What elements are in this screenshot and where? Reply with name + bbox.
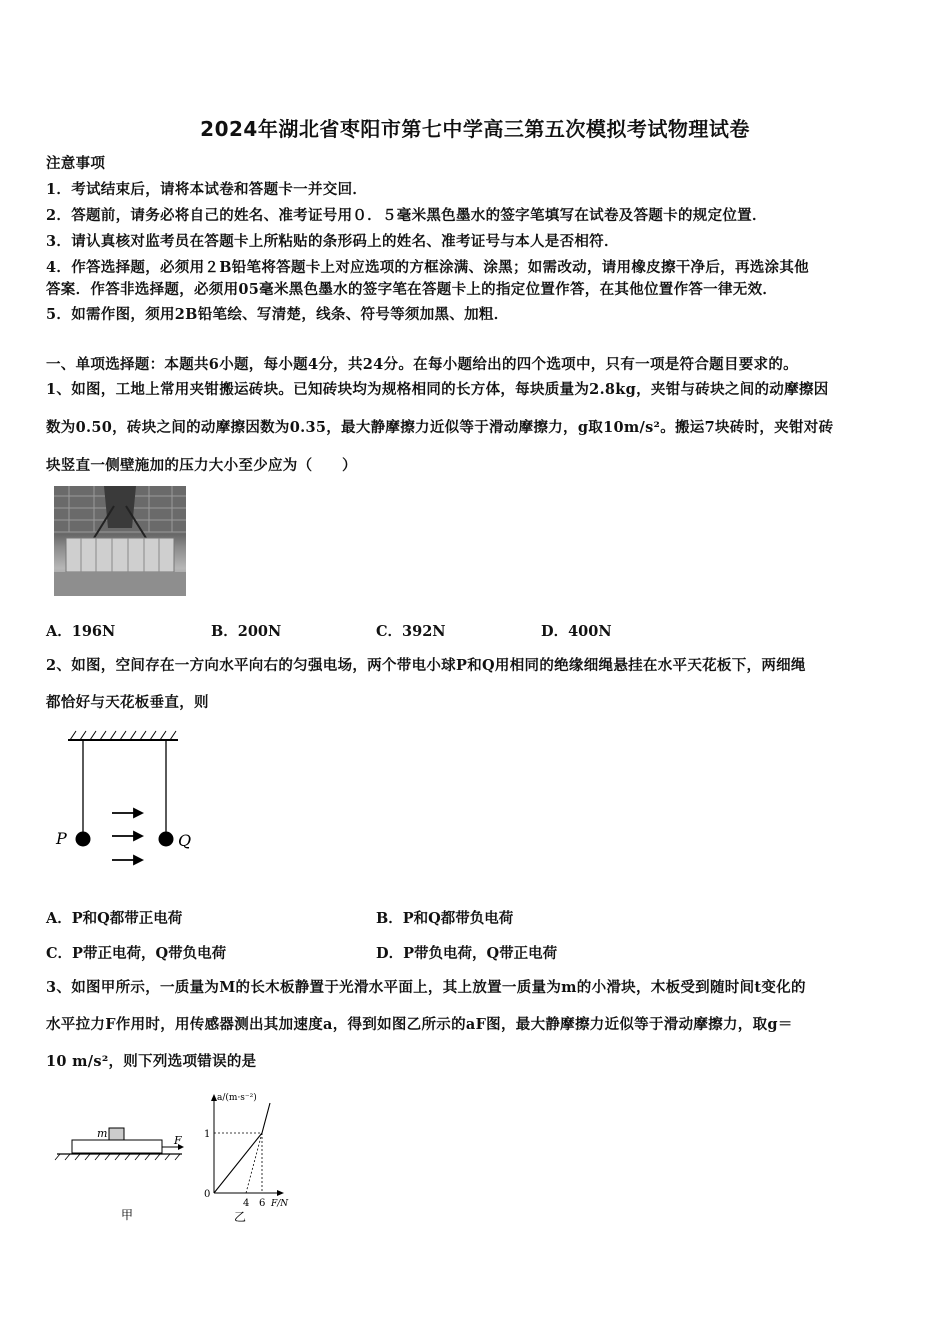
field-arrows	[112, 809, 142, 864]
notice-item: 5．如需作图，须用2B铅笔绘、写清楚，线条、符号等须加黑、加粗．	[46, 306, 509, 323]
q1-stem-line: 1、如图，工地上常用夹钳搬运砖块。已知砖块均为规格相同的长方体，每块质量为2.8kg，夹钳与砖块之间的动摩擦因	[46, 381, 829, 398]
q3-chart-af	[198, 1090, 298, 1230]
q1-option-c: C．392N	[376, 623, 446, 640]
ground-hatch	[55, 1154, 180, 1160]
page-title: 2024年湖北省枣阳市第七中学高三第五次模拟考试物理试卷	[200, 117, 750, 141]
label-q: Q	[178, 831, 192, 850]
brick-clamp-photo	[54, 486, 186, 596]
section-heading: 一、单项选择题：本题共6小题，每小题4分，共24分。在每小题给出的四个选项中，只有一项是符合题目要求的。	[46, 356, 798, 373]
series-line-segment-1	[214, 1133, 262, 1193]
q1-option-b: B．200N	[211, 623, 282, 640]
notice-item: 3．请认真核对监考员在答题卡上所粘贴的条形码上的姓名、准考证号与本人是否相符．	[46, 233, 619, 250]
label-p: P	[56, 829, 67, 848]
ball-q	[159, 832, 174, 847]
q2-option-d: D．P带负电荷，Q带正电荷	[376, 945, 558, 962]
notice-item: 2．答题前，请务必将自己的姓名、准考证号用０．５毫米黑色墨水的签字笔填写在试卷及答题卡的规定位置．	[46, 207, 767, 224]
notice-item: 1．考试结束后，请将本试卷和答题卡一并交回．	[46, 181, 368, 198]
long-board	[72, 1140, 162, 1153]
q3-stem-line: 3、如图甲所示，一质量为M的长木板静置于光滑水平面上，其上放置一质量为m的小滑块，木板受到随时间t变化的	[46, 979, 806, 996]
series-line-segment-2	[262, 1103, 270, 1133]
origin-label: 0	[204, 1189, 211, 1200]
q3-figure-jia	[52, 1118, 202, 1228]
y-axis-label: a/(m·s⁻²)	[217, 1093, 257, 1103]
x-axis-label: F/N	[271, 1199, 289, 1209]
caption-yi: 乙	[234, 1210, 247, 1224]
q1-stem-line: 块竖直一侧壁施加的压力大小至少应为（ ）	[46, 457, 357, 474]
q2-stem-line: 2、如图，空间存在一方向水平向右的匀强电场，两个带电小球P和Q用相同的绝缘细绳悬挂在水平天花板下，两细绳	[46, 657, 806, 674]
small-block	[109, 1128, 124, 1140]
brick-photo-art	[54, 486, 186, 596]
series-layer	[214, 1103, 270, 1193]
x-axis-arrowhead	[277, 1190, 284, 1196]
x-tick-label: 6	[259, 1198, 266, 1209]
caption-jia: 甲	[121, 1208, 134, 1222]
label-m: m	[97, 1127, 108, 1140]
q2-option-c: C．P带正电荷，Q带负电荷	[46, 945, 227, 962]
ball-p	[76, 832, 91, 847]
notice-heading: 注意事项	[46, 155, 106, 172]
ceiling-hatch	[70, 731, 176, 740]
q2-option-a: A．P和Q都带正电荷	[46, 910, 183, 927]
q2-figure	[50, 728, 200, 873]
x-tick-label: 4	[243, 1198, 250, 1209]
label-f: F	[174, 1134, 182, 1147]
q1-option-a: A．196N	[46, 623, 116, 640]
q3-stem-line: 水平拉力F作用时，用传感器测出其加速度a，得到如图乙所示的aF图，最大静摩擦力近似等于滑动摩擦力，取g＝	[46, 1016, 793, 1033]
q3-stem-line: 10 m/s²，则下列选项错误的是	[46, 1053, 257, 1070]
q1-stem-line: 数为0.50，砖块之间的动摩擦因数为0.35，最大静摩擦力近似等于滑动摩擦力，g取10m/s²。搬运7块砖时，夹钳对砖	[46, 419, 834, 436]
reference-line-f4	[246, 1133, 262, 1193]
q2-option-b: B．P和Q都带负电荷	[376, 910, 514, 927]
notice-item: 答案．作答非选择题，必须用05毫米黑色墨水的签字笔在答题卡上的指定位置作答，在其他位置作答一律无效．	[46, 281, 778, 298]
q1-option-d: D．400N	[541, 623, 612, 640]
notice-item: 4．作答选择题，必须用２B铅笔将答题卡上对应选项的方框涂满、涂黑；如需改动，请用橡皮擦干净后，再选涂其他	[46, 259, 809, 276]
q2-stem-line: 都恰好与天花板垂直，则	[46, 694, 209, 711]
y-tick-label: 1	[204, 1129, 211, 1140]
